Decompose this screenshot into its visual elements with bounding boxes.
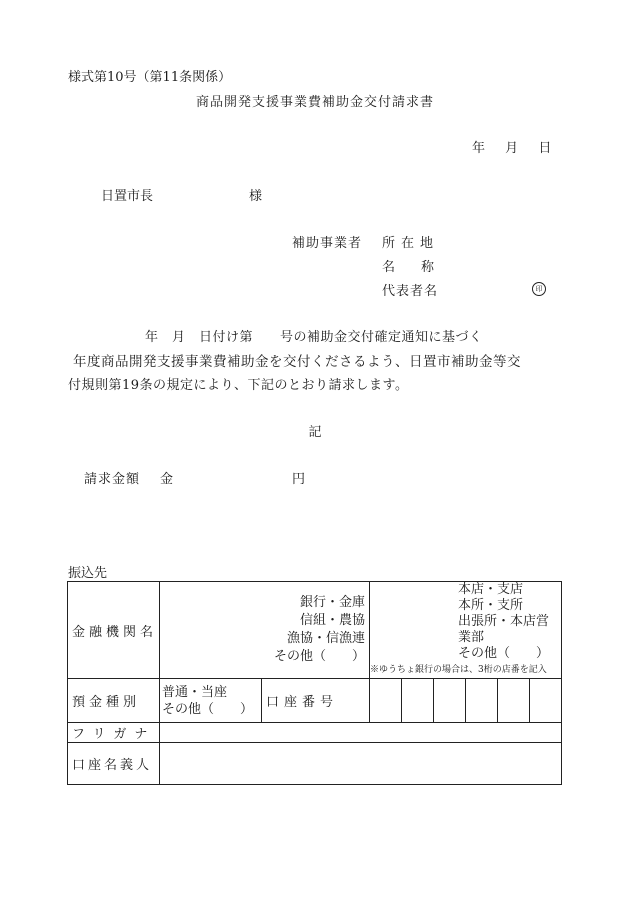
branch-type-option: その他（ ）: [458, 646, 550, 661]
account-digit-cell[interactable]: [466, 679, 498, 723]
amount-kin: 金: [160, 472, 174, 487]
bank-table: [67, 581, 562, 785]
amount-yen: 円: [292, 472, 306, 487]
form-number: 様式第10号（第11条関係）: [68, 70, 232, 85]
bank-type-option: 銀行・金庫: [300, 595, 366, 610]
amount-label: 請求金額: [84, 472, 141, 487]
branch-type-options[interactable]: [370, 582, 562, 679]
branch-note: ※ゆうちょ銀行の場合は、3桁の店番を記入: [370, 665, 547, 675]
account-digit-cell[interactable]: [370, 679, 402, 723]
bank-type-option: その他（ ）: [274, 649, 366, 664]
address-label: 所在地: [382, 236, 440, 251]
branch-type-option: 出張所・本店営業部: [458, 614, 550, 645]
bank-type-option: 信組・農協: [300, 613, 366, 628]
account-holder-label: 口座名義人: [68, 743, 160, 785]
page-title: 商品開発支援事業費補助金交付請求書: [195, 95, 434, 110]
seal-mark: 印: [532, 282, 546, 296]
account-digit-cell[interactable]: [402, 679, 434, 723]
representative-label: 代表者名: [382, 284, 439, 299]
date-year: 年: [472, 141, 486, 156]
furigana-field[interactable]: [160, 723, 562, 743]
addressee: 日置市長: [101, 189, 154, 204]
account-digit-cell[interactable]: [498, 679, 530, 723]
transfer-label: 振込先: [68, 566, 108, 581]
date-day: 日: [538, 141, 552, 156]
deposit-type-options[interactable]: [160, 679, 262, 723]
date-line: [472, 137, 567, 156]
institution-label: 金融機関名: [68, 582, 160, 679]
deposit-type-option: その他（ ）: [162, 701, 254, 717]
body-line-1: 年 月 日付け第 号の補助金交付確定通知に基づく: [145, 330, 483, 345]
furigana-label: フリガナ: [68, 723, 160, 743]
honorific: 様: [249, 189, 263, 204]
date-month: 月: [505, 141, 519, 156]
bank-type-option: 漁協・信漁連: [287, 631, 366, 646]
deposit-type-label: 預金種別: [68, 679, 160, 723]
body-line-3: 付規則第19条の規定により、下記のとおり請求します。: [68, 378, 409, 393]
deposit-type-option: 普通・当座: [162, 684, 228, 700]
account-holder-field[interactable]: [160, 743, 562, 785]
branch-type-option: 本所・支所: [458, 598, 524, 613]
branch-type-option: 本店・支店: [458, 582, 524, 597]
body-line-2: 年度商品開発支援事業費補助金を交付くださるよう、日置市補助金等交: [73, 354, 521, 370]
applicant-label: 補助事業者: [292, 236, 363, 251]
name-label: 名称: [382, 260, 461, 275]
bank-type-options[interactable]: [160, 582, 370, 679]
account-digit-cell[interactable]: [530, 679, 562, 723]
account-number-label: 口座番号: [262, 679, 370, 723]
account-digit-cell[interactable]: [434, 679, 466, 723]
ki-heading: 記: [308, 425, 322, 440]
